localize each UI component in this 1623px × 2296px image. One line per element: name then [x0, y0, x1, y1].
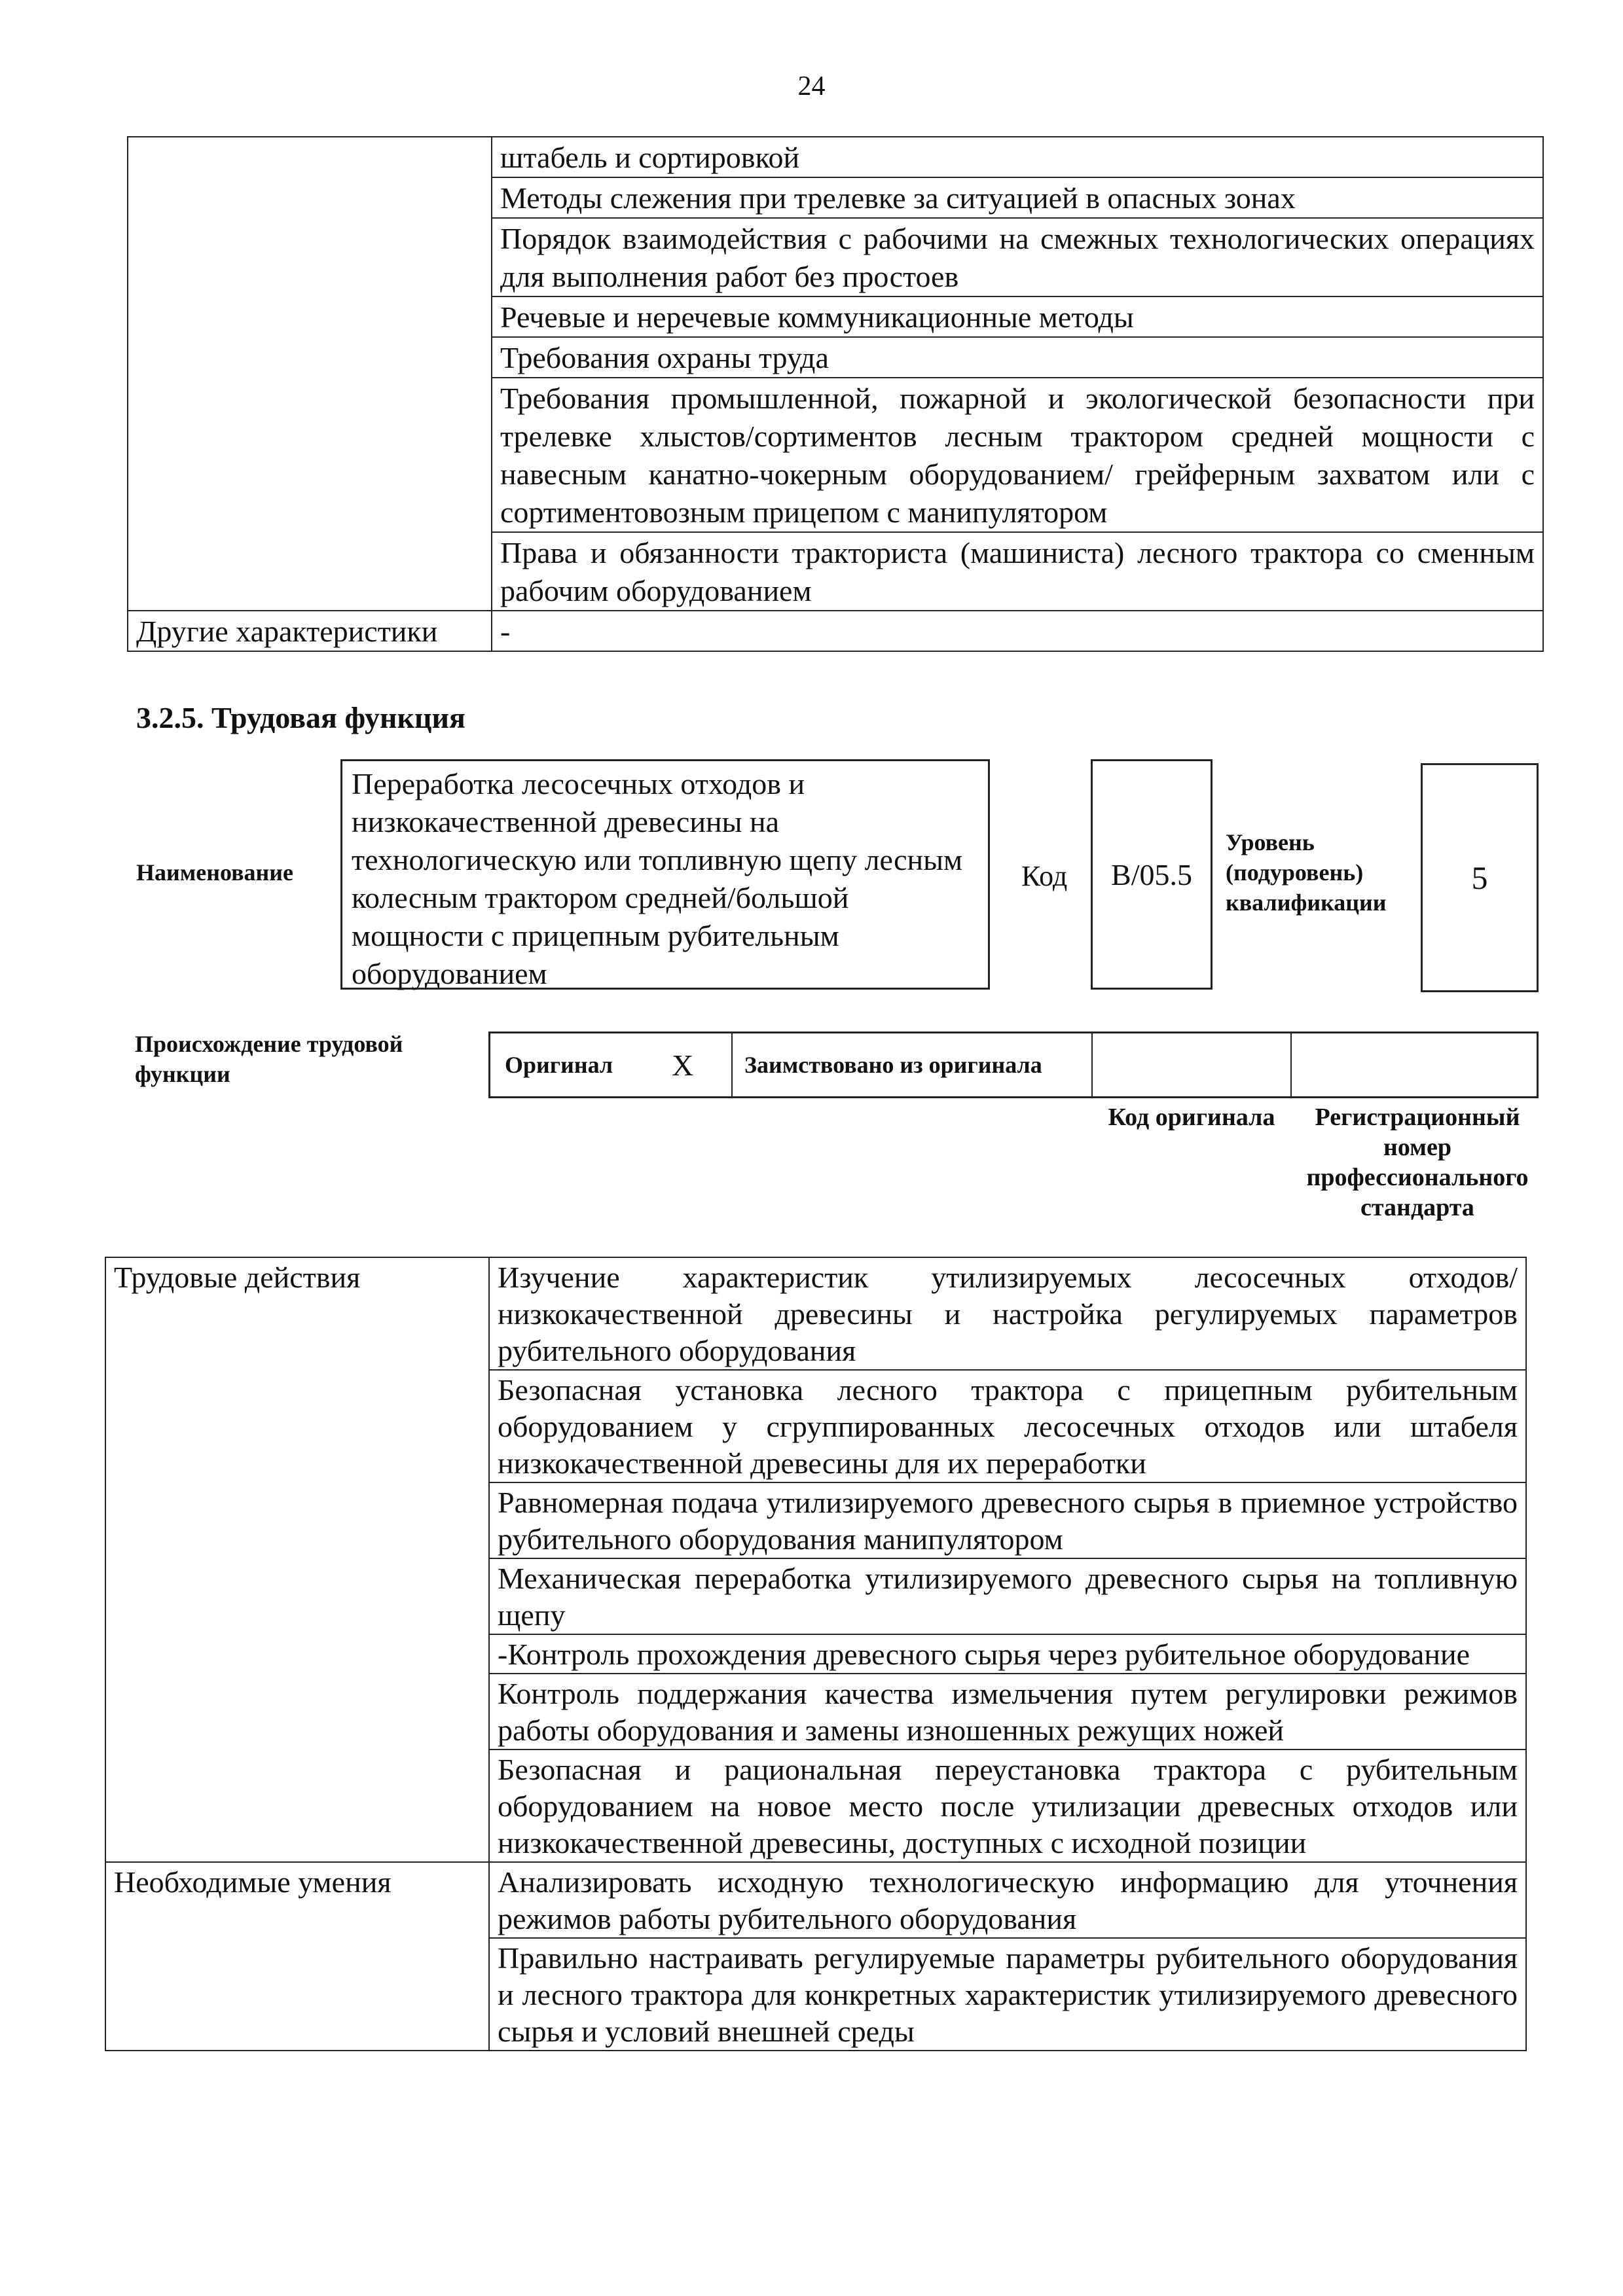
- other-characteristics-value: -: [492, 611, 1543, 651]
- origin-original: [490, 1033, 733, 1096]
- table-row: [128, 137, 1543, 177]
- function-details-table: [105, 1257, 1527, 2051]
- table-cell: Механическая переработка утилизируемого древесного сырья на топливную щепу: [489, 1558, 1526, 1634]
- table-cell: Речевые и неречевые коммуникационные методы: [492, 296, 1543, 337]
- table-cell: Требования промышленной, пожарной и экологической безопасности при трелевке хлыстов/сортиментов лесным трактором средней мощности с навесным канатно-чокерным оборудованием/ грейферным захватом или с сортиментовозным прицепом с манипулятором: [492, 378, 1543, 532]
- table-cell: Правильно настраивать регулируемые параметры рубительного оборудования и лесного трактора для конкретных характеристик утилизируемого древесного сырья и условий внешней среды: [489, 1938, 1526, 2051]
- table-cell: штабель и сортировкой: [492, 137, 1543, 177]
- function-name-box: Переработка лесосечных отходов и низкокачественной древесины на технологическую или топливную щепу лесным колесным трактором средней/большой мощности с прицепным рубительным оборудованием: [340, 759, 990, 990]
- name-label: Наименование: [136, 859, 293, 886]
- level-value-box: 5: [1421, 763, 1539, 992]
- origin-original-label: Оригинал: [505, 1052, 613, 1078]
- table-cell: Анализировать исходную технологическую информацию для уточнения режимов работы рубительного оборудования: [489, 1862, 1526, 1938]
- table-cell-left: [128, 137, 492, 611]
- labor-actions-label: Трудовые действия: [105, 1257, 489, 1862]
- level-label: Уровень (подуровень) квалификации: [1226, 829, 1387, 916]
- table-cell: Изучение характеристик утилизируемых лесосечных отходов/ низкокачественной древесины и настройка регулируемых параметров рубительного оборудования: [489, 1257, 1526, 1370]
- table-cell: Равномерная подача утилизируемого древесного сырья в приемное устройство рубительного оборудования манипулятором: [489, 1482, 1526, 1558]
- code-label: Код: [1021, 860, 1068, 892]
- origin-label: Происхождение трудовой функции: [135, 1031, 403, 1087]
- table-cell: Безопасная установка лесного трактора с прицепным рубительным оборудованием у сгруппированных лесосечных отходов или штабеля низкокачественной древесины для их переработки: [489, 1370, 1526, 1482]
- origin-code-cell: [1093, 1033, 1292, 1096]
- knowledge-table: [127, 136, 1544, 652]
- registration-number-caption: Регистрационный номер профессионального стандарта: [1306, 1103, 1529, 1221]
- origin-reg-cell: [1292, 1033, 1537, 1096]
- other-characteristics-label: Другие характеристики: [128, 611, 492, 651]
- table-cell: Контроль поддержания качества измельчения путем регулировки режимов работы оборудования и замены изношенных режущих ножей: [489, 1674, 1526, 1749]
- code-original-caption: Код оригинала: [1108, 1103, 1275, 1131]
- table-cell: Методы слежения при трелевке за ситуацией в опасных зонах: [492, 177, 1543, 218]
- table-cell: -Контроль прохождения древесного сырья через рубительное оборудование: [489, 1634, 1526, 1674]
- origin-borrowed: Заимствовано из оригинала: [733, 1033, 1093, 1096]
- table-row: [105, 1257, 1526, 1370]
- origin-row: [488, 1031, 1539, 1098]
- table-row: [105, 1862, 1526, 1938]
- table-row: [128, 611, 1543, 651]
- table-cell: Права и обязанности тракториста (машиниста) лесного трактора со сменным рабочим оборудованием: [492, 532, 1543, 611]
- origin-mark: X: [672, 1048, 694, 1082]
- required-skills-label: Необходимые умения: [105, 1862, 489, 2051]
- table-cell: Порядок взаимодействия с рабочими на смежных технологических операциях для выполнения работ без простоев: [492, 218, 1543, 296]
- code-value-box: B/05.5: [1091, 759, 1213, 990]
- section-title: 3.2.5. Трудовая функция: [136, 701, 465, 734]
- page-number: 24: [797, 71, 826, 101]
- table-cell: Безопасная и рациональная переустановка трактора с рубительным оборудованием на новое место после утилизации древесных отходов или низкокачественной древесины, доступных с исходной позиции: [489, 1749, 1526, 1862]
- table-cell: Требования охраны труда: [492, 337, 1543, 378]
